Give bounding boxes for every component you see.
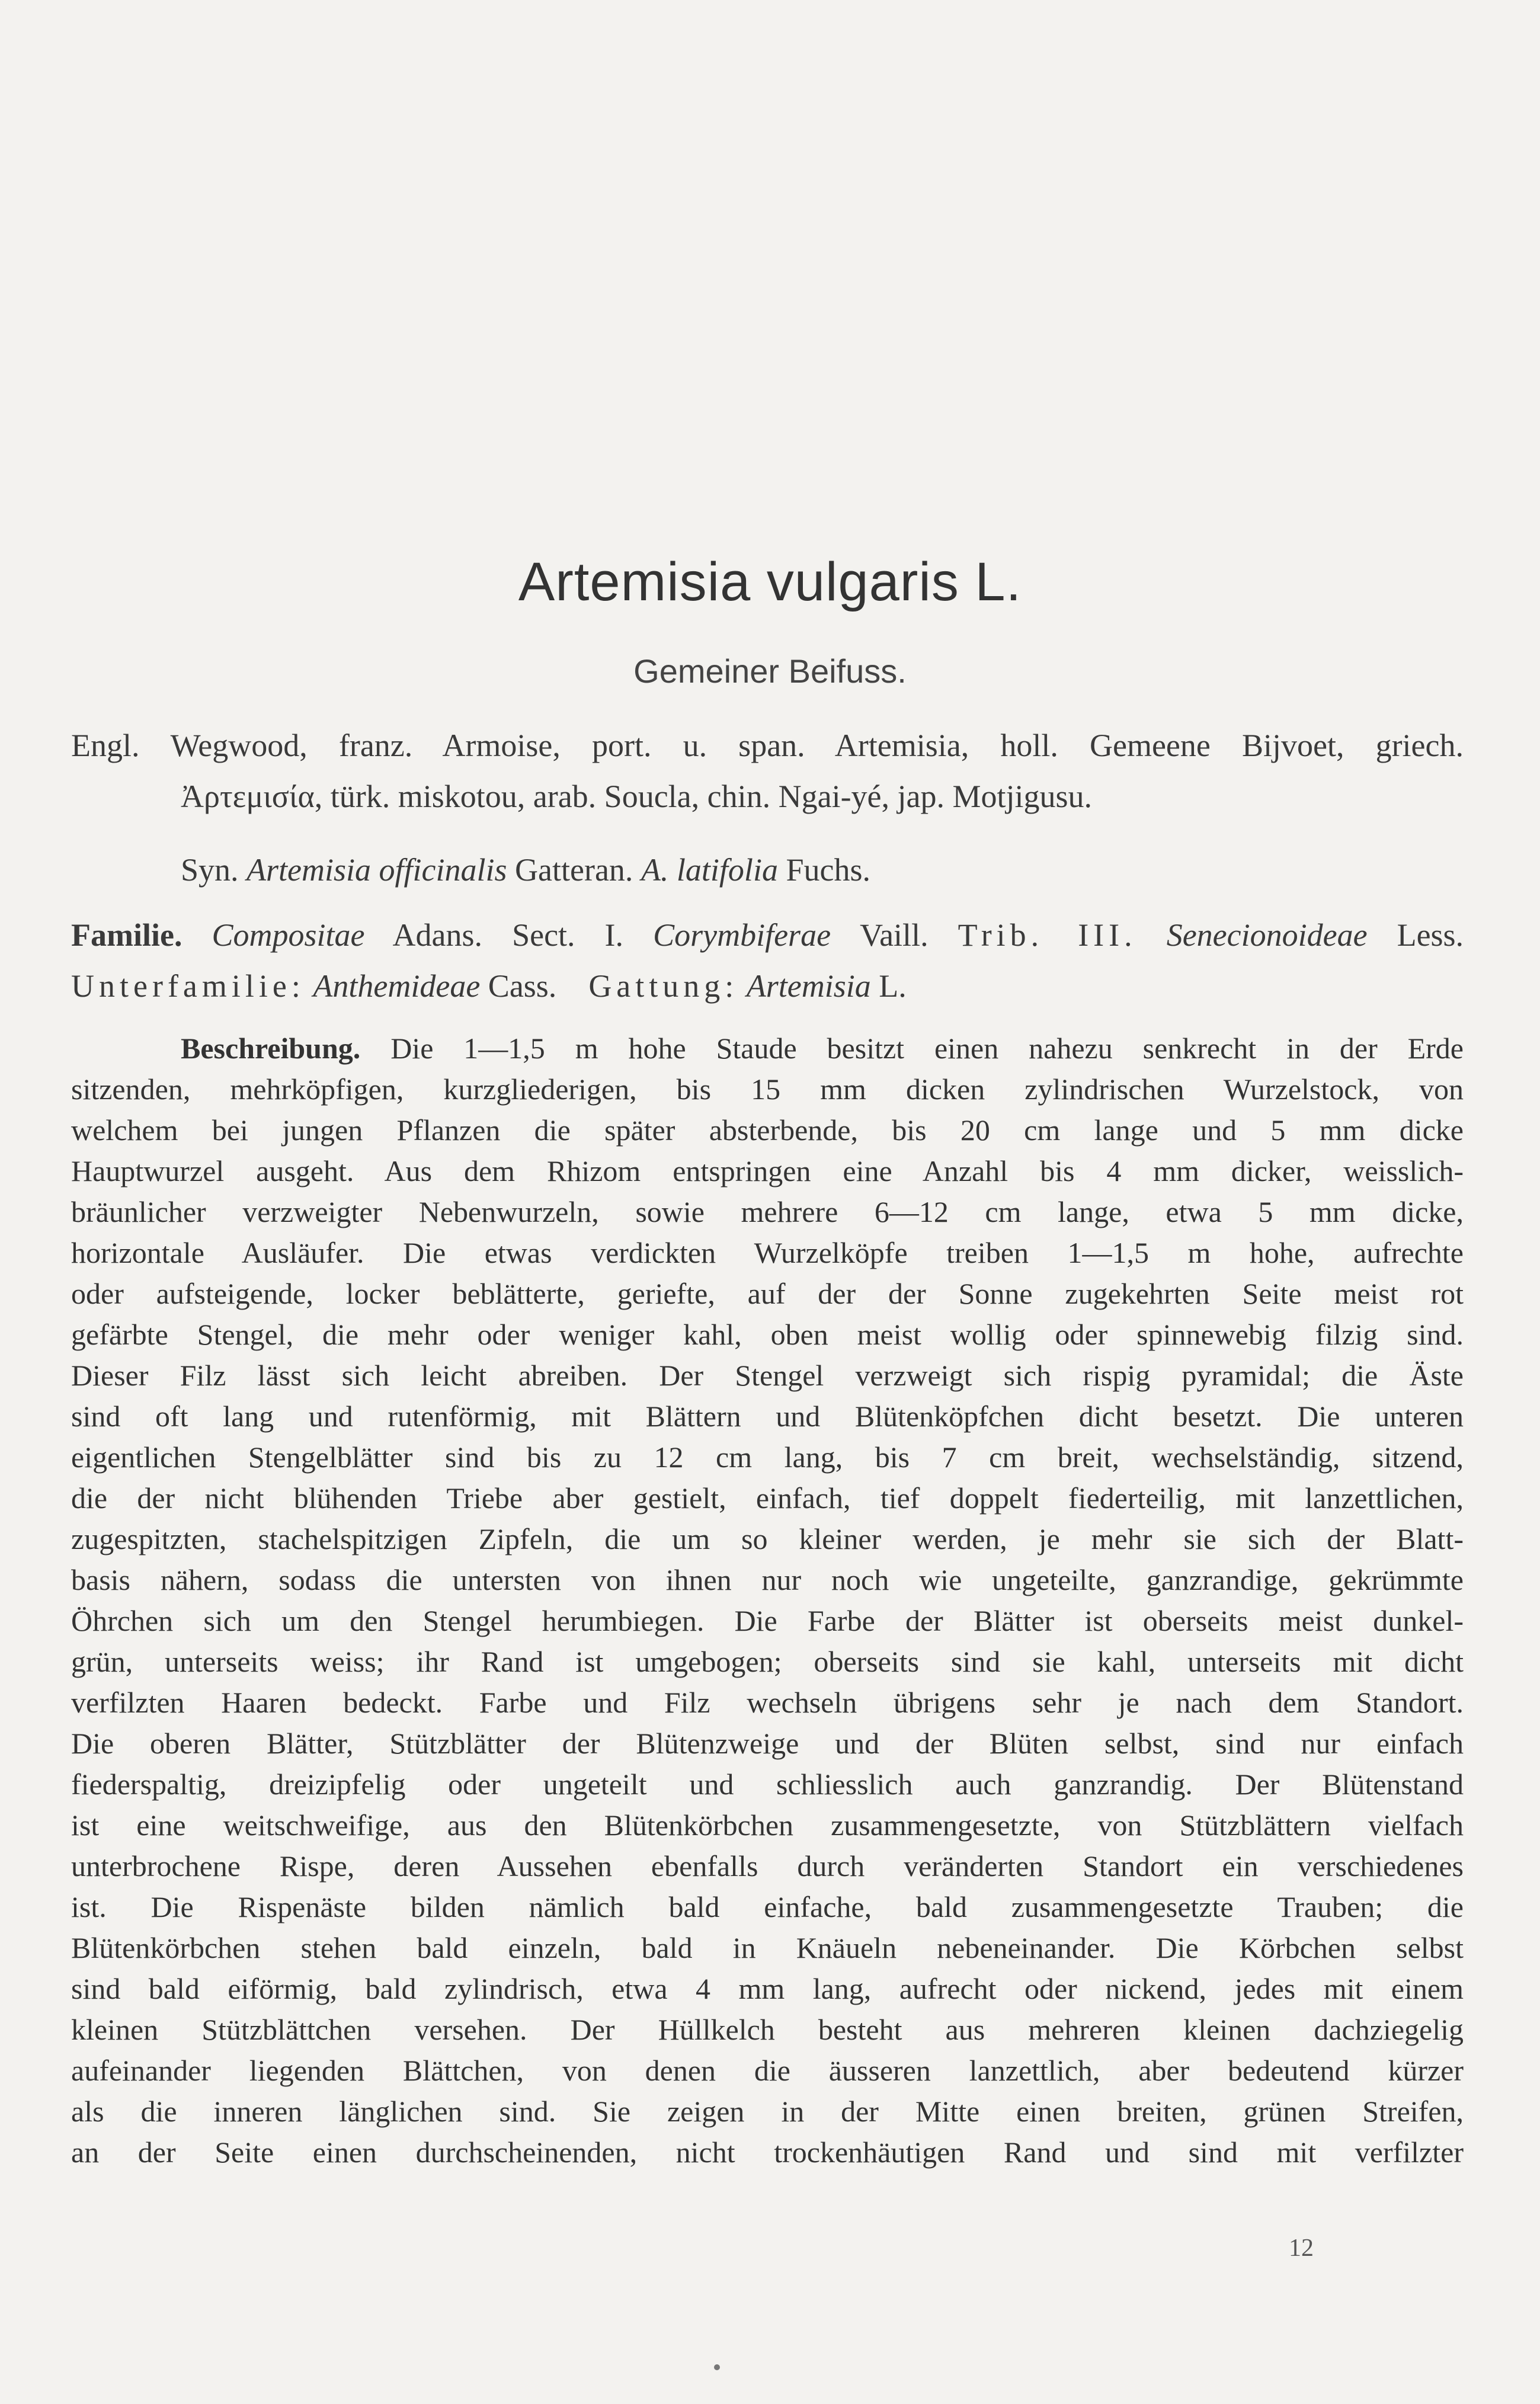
synonym-author: Fuchs. — [786, 852, 870, 888]
description-first-line: Die 1—1,5 m hohe Staude besitzt einen nahezu senkrecht in der Erde — [390, 1032, 1464, 1065]
description-line: welchem bei jungen Pflanzen die später absterbende, bis 20 cm lange und 5 mm dicke — [71, 1113, 1464, 1147]
description-line: aufeinander liegenden Blättchen, von denen die äusseren lanzettlich, aber bedeutend kürzer — [71, 2054, 1464, 2087]
sect-name: Corymbiferae — [653, 917, 831, 953]
description-paragraph — [71, 1028, 1464, 2173]
synonyms-line — [181, 844, 1425, 895]
synonym-name: A. latifolia — [641, 852, 778, 888]
synonym-name: Artemisia officinalis — [246, 852, 507, 888]
description-line: sind bald eiförmig, bald zylindrisch, etwa 4 mm lang, aufrecht oder nickend, jedes mit einem — [71, 1972, 1464, 2005]
trib-name: Senecionoideae — [1166, 917, 1368, 953]
subfamily-line — [71, 961, 1464, 1011]
page-number: 12 — [1289, 2235, 1314, 2262]
description-line: basis nähern, sodass die untersten von ihnen nur noch wie ungeteilte, ganzrandige, gekrümmte — [71, 1563, 1464, 1596]
description-line: sitzenden, mehrköpfigen, kurzgliederigen, bis 15 mm dicken zylindrischen Wurzelstock, von — [71, 1073, 1464, 1106]
synonyms — [181, 844, 1425, 895]
description-line: unterbrochene Rispe, deren Aussehen ebenfalls durch veränderten Standort ein verschiedenes — [71, 1849, 1464, 1883]
common-names-line: Engl. Wegwood, franz. Armoise, port. u. span. Artemisia, holl. Gemeene Bijvoet, griech. — [71, 728, 1464, 763]
subfamily-name: Anthemideae — [313, 968, 481, 1004]
description-line: zugespitzten, stachelspitzigen Zipfeln, die um so kleiner werden, je mehr sie sich der Blatt- — [71, 1522, 1464, 1555]
family-line — [71, 910, 1464, 961]
description-line: fiederspaltig, dreizipfelig oder ungeteilt und schliesslich auch ganzrandig. Der Blütenstand — [71, 1768, 1464, 1801]
description-line: Hauptwurzel ausgeht. Aus dem Rhizom entspringen eine Anzahl bis 4 mm dicker, weisslich- — [71, 1154, 1464, 1187]
print-speck — [714, 2364, 720, 2370]
description-line: gefärbte Stengel, die mehr oder weniger kahl, oben meist wollig oder spinnewebig filzig sind. — [71, 1318, 1464, 1351]
genus-name: Artemisia — [746, 968, 871, 1004]
taxonomy — [71, 910, 1464, 1011]
description-line — [71, 1028, 1464, 1069]
family-author: Adans. — [392, 917, 483, 953]
family-name: Compositae — [212, 917, 365, 953]
description-line: Die oberen Blätter, Stützblätter der Blütenzweige und der Blüten selbst, sind nur einfach — [71, 1727, 1464, 1760]
description-line: verfilzten Haaren bedeckt. Farbe und Filz wechseln übrigens sehr je nach dem Standort. — [71, 1686, 1464, 1719]
trib-label: Trib. III. — [958, 917, 1137, 953]
subfamily-author: Cass. — [488, 968, 557, 1004]
description-line: grün, unterseits weiss; ihr Rand ist umgebogen; oberseits sind sie kahl, unterseits mit dicht — [71, 1645, 1464, 1678]
description-line: eigentlichen Stengelblätter sind bis zu 12 cm lang, bis 7 cm breit, wechselständig, sitzend, — [71, 1441, 1464, 1474]
description-line: ist. Die Rispenäste bilden nämlich bald einfache, bald zusammengesetzte Trauben; die — [71, 1890, 1464, 1923]
description-heading: Beschreibung. — [181, 1032, 361, 1065]
synonym-author: Gatteran. — [515, 852, 633, 888]
description-line: horizontale Ausläufer. Die etwas verdickten Wurzelköpfe treiben 1—1,5 m hohe, aufrechte — [71, 1236, 1464, 1269]
synonyms-prefix: Syn. — [181, 852, 239, 888]
description-line: an der Seite einen durchscheinenden, nicht trockenhäutigen Rand und sind mit verfilzter — [71, 2136, 1464, 2169]
description-line: Dieser Filz lässt sich leicht abreiben. Der Stengel verzweigt sich rispig pyramidal; die Äste — [71, 1359, 1464, 1392]
genus-author: L. — [879, 968, 907, 1004]
genus-label: Gattung: — [588, 968, 739, 1004]
description-line: ist eine weitschweifige, aus den Blütenkörbchen zusammengesetzte, von Stützblättern vielfach — [71, 1808, 1464, 1842]
page-subtitle: Gemeiner Beifuss. — [633, 652, 907, 690]
description-line: kleinen Stützblättchen versehen. Der Hüllkelch besteht aus mehreren kleinen dachziegelig — [71, 2013, 1464, 2046]
common-names-line: Ἀρτεμισία, türk. miskotou, arab. Soucla, chin. Ngai-yé, jap. Motjigusu. — [181, 779, 1093, 814]
trib-author: Less. — [1397, 917, 1464, 953]
family-label: Familie. — [71, 917, 183, 953]
page-title: Artemisia vulgaris L. — [518, 552, 1022, 612]
common-names — [71, 720, 1464, 822]
description-line: die der nicht blühenden Triebe aber gestielt, einfach, tief doppelt fiederteilig, mit lanzettlichen, — [71, 1481, 1464, 1515]
sect-author: Vaill. — [860, 917, 929, 953]
description-line: bräunlicher verzweigter Nebenwurzeln, sowie mehrere 6—12 cm lange, etwa 5 mm dicke, — [71, 1195, 1464, 1228]
description-line: sind oft lang und rutenförmig, mit Blättern und Blütenköpfchen dicht besetzt. Die unteren — [71, 1400, 1464, 1433]
description-line: oder aufsteigende, locker beblätterte, geriefte, auf der der Sonne zugekehrten Seite meist rot — [71, 1277, 1464, 1310]
description-line: Öhrchen sich um den Stengel herumbiegen. Die Farbe der Blätter ist oberseits meist dunkel- — [71, 1604, 1464, 1637]
sect-label: Sect. I. — [512, 917, 624, 953]
description-line: Blütenkörbchen stehen bald einzeln, bald in Knäueln nebeneinander. Die Körbchen selbst — [71, 1931, 1464, 1964]
subfamily-label: Unterfamilie: — [71, 968, 305, 1004]
description-line: als die inneren länglichen sind. Sie zeigen in der Mitte einen breiten, grünen Streifen, — [71, 2095, 1464, 2128]
